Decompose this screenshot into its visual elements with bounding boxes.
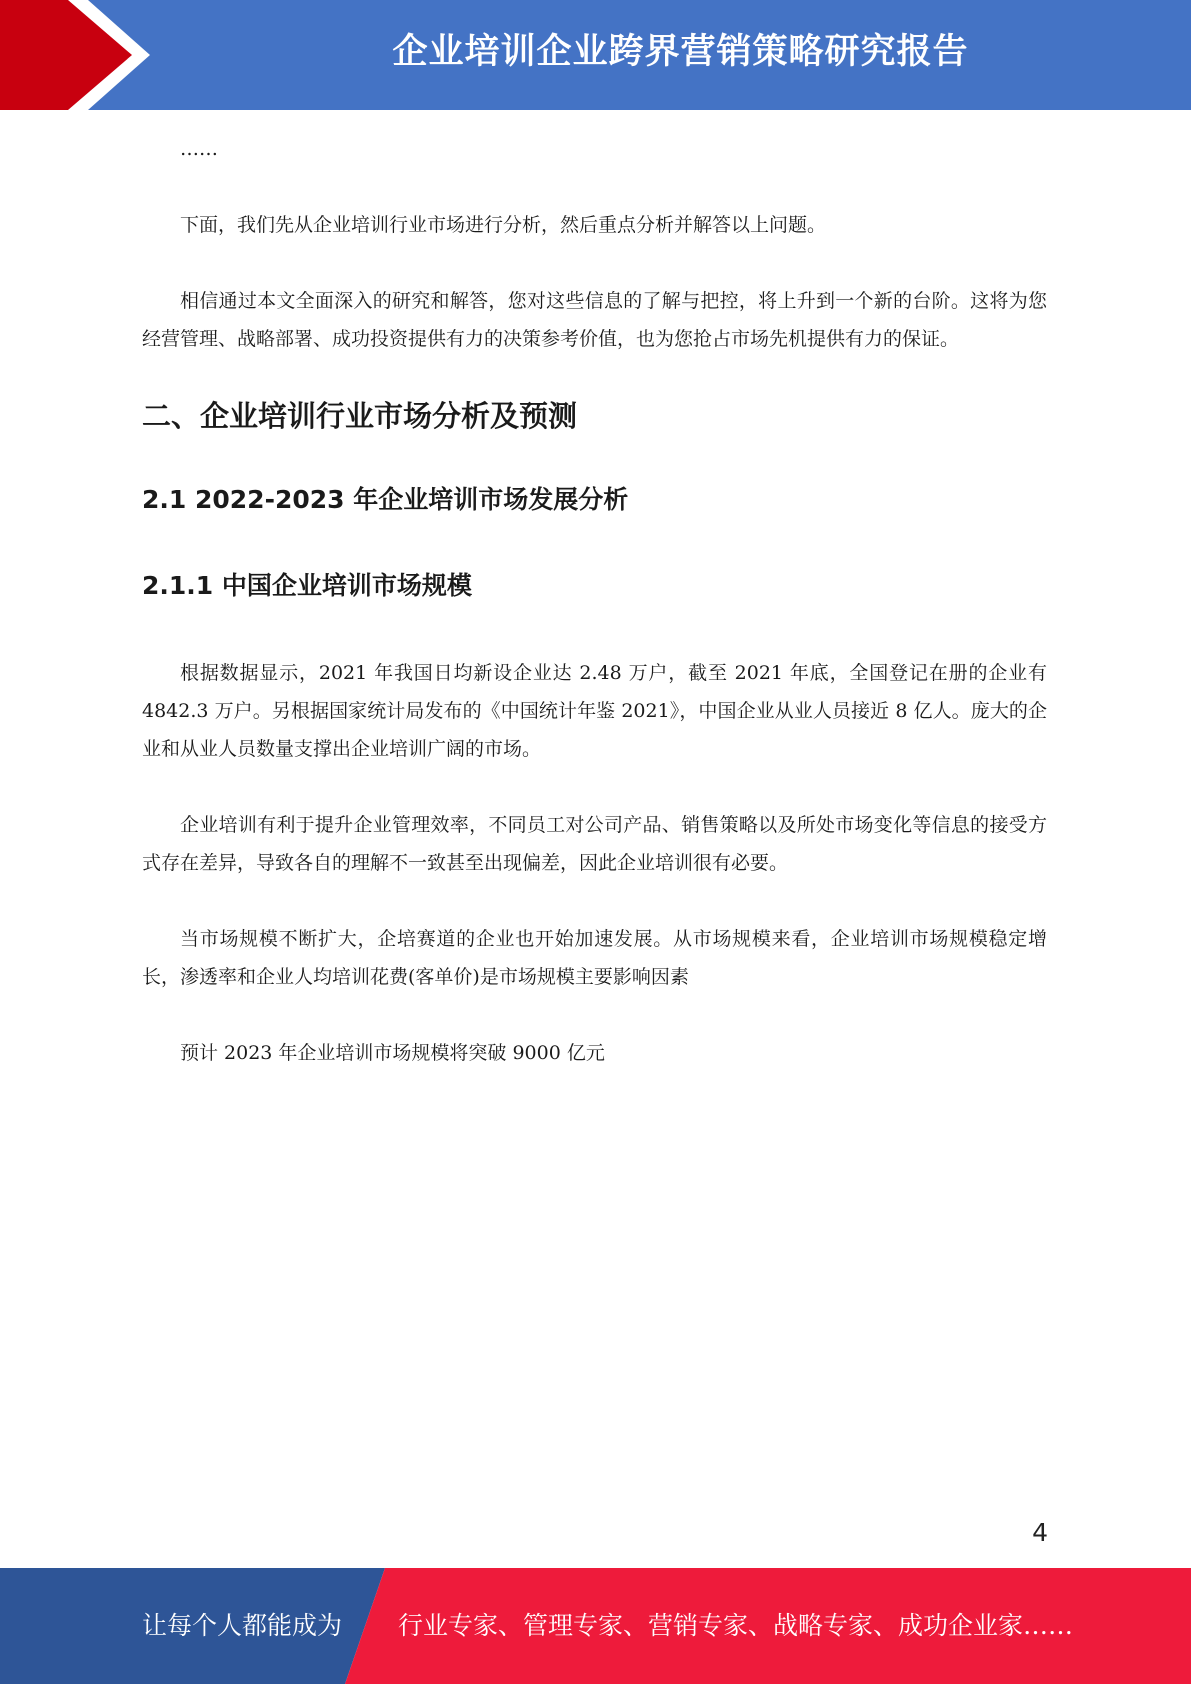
subsection-heading: 2.1 2022-2023 年企业培训市场发展分析	[142, 485, 629, 514]
forecast-paragraph: 预计 2023 年企业培训市场规模将突破 9000 亿元	[180, 1042, 605, 1064]
market-growth-paragraph: 当市场规模不断扩大，企培赛道的企业也开始加速发展。从市场规模来看，企业培训市场规模稳定增长，渗透率和企业人均培训花费(客单价)是市场规模主要影响因素	[142, 928, 1047, 988]
footer-slogan-right: 行业专家、管理专家、营销专家、战略专家、成功企业家……	[398, 1611, 1074, 1640]
page-footer	[0, 1568, 1191, 1684]
document-body	[142, 130, 1047, 1110]
subsubsection-heading: 2.1.1 中国企业培训市场规模	[142, 571, 472, 600]
report-title: 企业培训企业跨界营销策略研究报告	[392, 32, 969, 72]
value-paragraph: 相信通过本文全面深入的研究和解答，您对这些信息的了解与把控，将上升到一个新的台阶。这将为您经营管理、战略部署、成功投资提供有力的决策参考价值，也为您抢占市场先机提供有力的保证。	[142, 290, 1047, 350]
intro-paragraph: 下面，我们先从企业培训行业市场进行分析，然后重点分析并解答以上问题。	[180, 214, 827, 236]
header-chevron-icon	[0, 0, 160, 110]
footer-slogan-left: 让每个人都能成为	[142, 1611, 343, 1640]
page-header	[0, 0, 1191, 110]
training-benefit-paragraph: 企业培训有利于提升企业管理效率，不同员工对公司产品、销售策略以及所处市场变化等信息的接受方式存在差异，导致各自的理解不一致甚至出现偏差，因此企业培训很有必要。	[142, 814, 1047, 874]
section-heading: 二、企业培训行业市场分析及预测	[142, 399, 578, 433]
ellipsis-paragraph: ……	[180, 138, 218, 160]
page-number: 4	[1032, 1518, 1048, 1547]
market-data-paragraph: 根据数据显示，2021 年我国日均新设企业达 2.48 万户，截至 2021 年底，全国登记在册的企业有 4842.3 万户。另根据国家统计局发布的《中国统计年鉴 2021》，中国企业从业人员接近 8 亿人。庞大的企业和从业人员数量支撑出企业培训广阔的市场。	[142, 662, 1047, 760]
